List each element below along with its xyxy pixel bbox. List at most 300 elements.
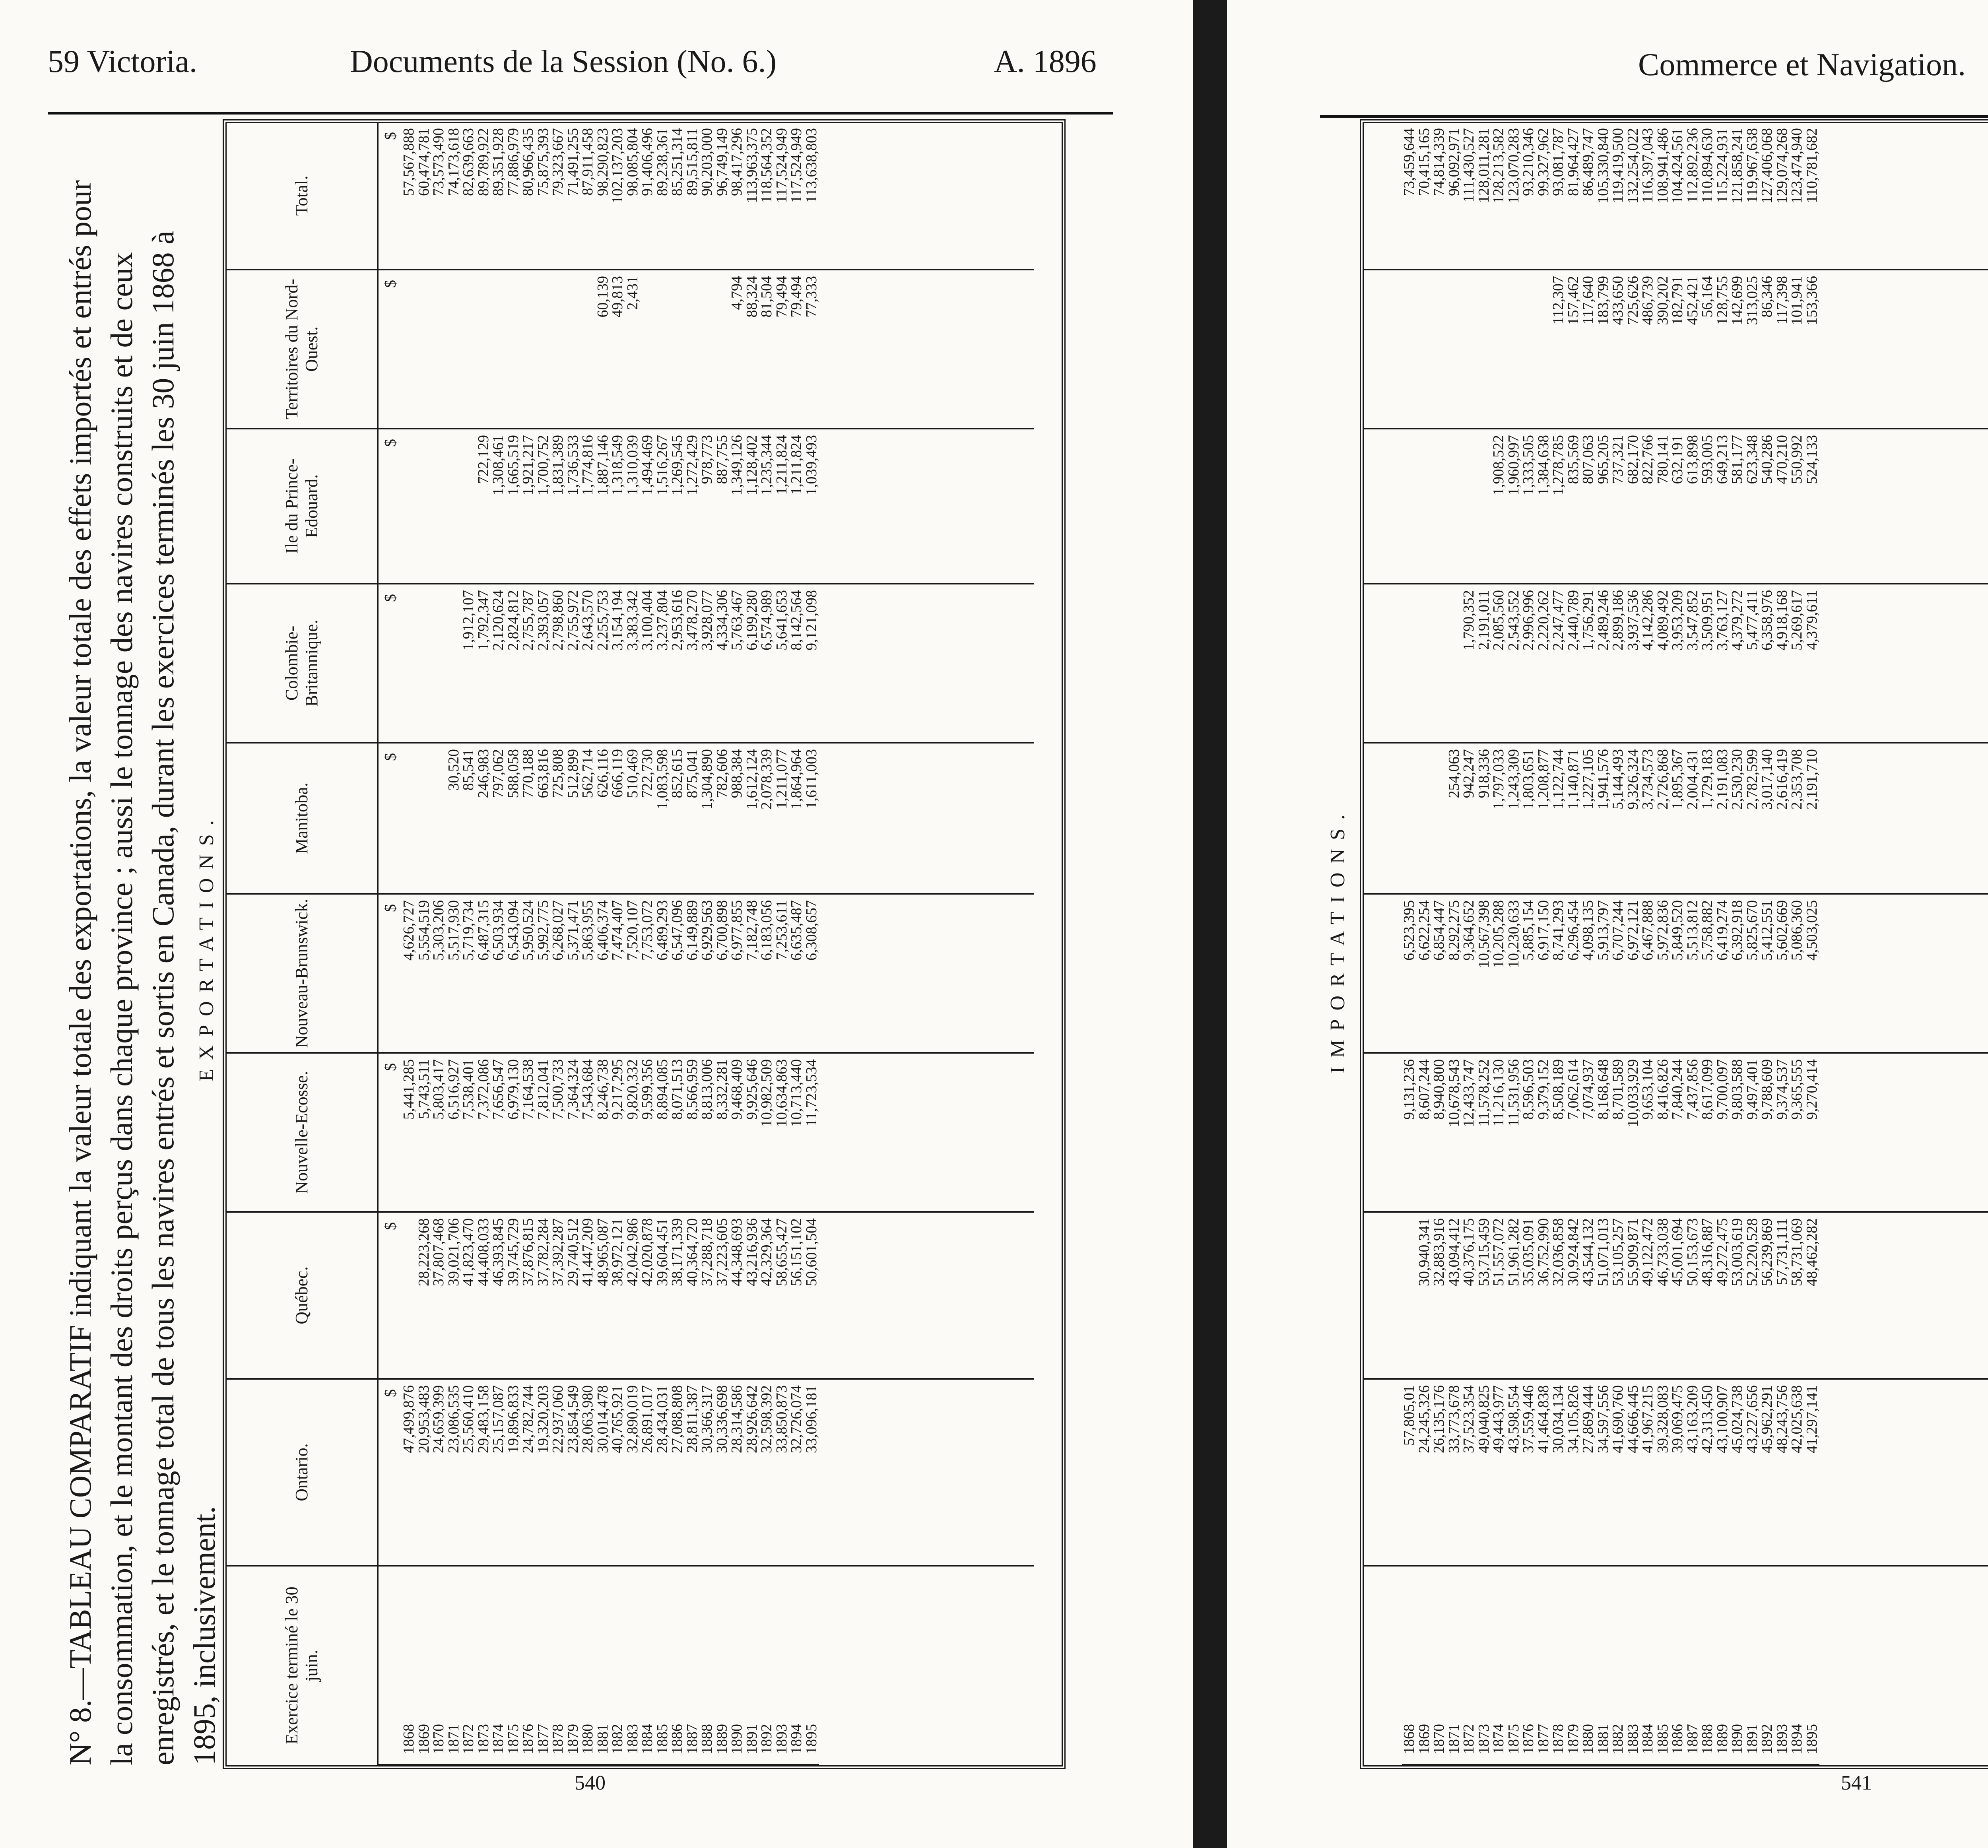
- table-row: [1432, 122, 1447, 1765]
- value-cell: 8,071,513: [670, 1053, 685, 1212]
- value-cell: 77,886,979: [506, 122, 521, 270]
- value-cell: 45,962,291: [1760, 1379, 1775, 1566]
- value-cell: [566, 270, 581, 429]
- value-cell: 88,324: [745, 270, 760, 429]
- value-cell: 1,864,964: [789, 743, 804, 894]
- value-cell: 5,641,653: [775, 584, 790, 743]
- value-cell: 89,515,811: [685, 122, 700, 270]
- value-cell: 8,332,281: [715, 1053, 730, 1212]
- value-cell: 2,755,972: [566, 584, 581, 743]
- value-cell: 5,477,411: [1745, 584, 1760, 743]
- year-cell: 1894: [789, 1566, 804, 1765]
- value-cell: 90,203,000: [700, 122, 715, 270]
- value-cell: 5,441,285: [402, 1053, 417, 1212]
- value-cell: 6,979,130: [506, 1053, 521, 1212]
- value-cell: 8,894,085: [655, 1053, 670, 1212]
- value-cell: 7,840,244: [1670, 1053, 1685, 1212]
- value-cell: 1,128,402: [745, 429, 760, 584]
- value-cell: 39,604,451: [655, 1212, 670, 1379]
- value-cell: 3,017,140: [1760, 743, 1775, 894]
- col-colombie-britannique-header: Colombie-Britannique.: [227, 584, 378, 743]
- value-cell: 81,504: [759, 270, 775, 429]
- value-cell: 25,560,410: [461, 1379, 476, 1566]
- value-cell: 85,541: [461, 743, 476, 894]
- value-cell: 5,863,955: [580, 894, 596, 1053]
- value-cell: 9,217,295: [610, 1053, 625, 1212]
- value-cell: 73,459,644: [1402, 122, 1417, 270]
- year-cell: 1890: [730, 1566, 745, 1765]
- value-cell: 46,733,038: [1656, 1212, 1671, 1379]
- value-cell: 1,908,522: [1491, 429, 1507, 584]
- value-cell: 313,025: [1745, 270, 1760, 429]
- value-cell: 1,211,824: [789, 429, 804, 584]
- value-cell: 1,384,638: [1536, 429, 1551, 584]
- year-cell: 1879: [1566, 1566, 1581, 1765]
- value-cell: 89,238,361: [655, 122, 670, 270]
- right-table-frame: [1360, 119, 1988, 1769]
- value-cell: 37,288,718: [700, 1212, 715, 1379]
- value-cell: 5,719,734: [461, 894, 476, 1053]
- value-cell: 28,926,642: [745, 1379, 760, 1566]
- value-cell: 2,191,011: [1477, 584, 1492, 743]
- value-cell: 47,499,876: [402, 1379, 417, 1566]
- value-cell: 39,021,706: [447, 1212, 462, 1379]
- currency-row: [378, 122, 402, 1765]
- value-cell: [402, 270, 417, 429]
- value-cell: 58,655,427: [775, 1212, 790, 1379]
- year-cell: 1884: [640, 1566, 655, 1765]
- value-cell: [700, 270, 715, 429]
- year-cell: 1873: [1477, 1566, 1492, 1765]
- value-cell: [1536, 270, 1551, 429]
- value-cell: [431, 270, 447, 429]
- value-cell: 27,869,444: [1581, 1379, 1596, 1566]
- value-cell: 9,326,324: [1626, 743, 1641, 894]
- value-cell: [402, 1212, 417, 1379]
- value-cell: 43,100,907: [1715, 1379, 1730, 1566]
- value-cell: 42,313,450: [1700, 1379, 1715, 1566]
- value-cell: 4,503,025: [1805, 894, 1820, 1053]
- table-row: [1656, 122, 1671, 1765]
- value-cell: 3,478,270: [685, 584, 700, 743]
- value-cell: 7,182,748: [745, 894, 760, 1053]
- value-cell: 8,292,275: [1447, 894, 1462, 1053]
- value-cell: 45,001,694: [1670, 1212, 1685, 1379]
- value-cell: 2,824,812: [506, 584, 521, 743]
- value-cell: 42,329,364: [759, 1212, 775, 1379]
- value-cell: 108,941,486: [1656, 122, 1671, 270]
- value-cell: 7,164,538: [521, 1053, 536, 1212]
- value-cell: 5,303,206: [431, 894, 447, 1053]
- value-cell: 73,573,490: [431, 122, 447, 270]
- value-cell: 8,508,189: [1551, 1053, 1566, 1212]
- value-cell: 6,489,293: [655, 894, 670, 1053]
- value-cell: 433,650: [1611, 270, 1626, 429]
- value-cell: 42,025,638: [1790, 1379, 1805, 1566]
- value-cell: 9,653,104: [1640, 1053, 1656, 1212]
- table-row: [1626, 122, 1641, 1765]
- value-cell: 1,516,267: [655, 429, 670, 584]
- value-cell: 9,121,098: [804, 584, 819, 743]
- value-cell: 550,992: [1790, 429, 1805, 584]
- value-cell: 1,700,752: [536, 429, 551, 584]
- value-cell: 51,961,282: [1507, 1212, 1522, 1379]
- table-row: [1760, 122, 1775, 1765]
- value-cell: 157,462: [1566, 270, 1581, 429]
- value-cell: 8,596,503: [1521, 1053, 1536, 1212]
- year-cell: 1870: [431, 1566, 447, 1765]
- value-cell: 44,408,033: [476, 1212, 491, 1379]
- value-cell: [1417, 429, 1432, 584]
- value-cell: [1477, 270, 1492, 429]
- table-row: [730, 122, 745, 1765]
- value-cell: 1,211,077: [775, 743, 790, 894]
- value-cell: 110,894,630: [1700, 122, 1715, 270]
- year-cell: 1892: [759, 1566, 775, 1765]
- value-cell: 123,474,940: [1790, 122, 1805, 270]
- year-cell: 1890: [1730, 1566, 1745, 1765]
- value-cell: 540,286: [1760, 429, 1775, 584]
- value-cell: 128,755: [1715, 270, 1730, 429]
- value-cell: 132,254,022: [1626, 122, 1641, 270]
- value-cell: 6,406,374: [596, 894, 611, 1053]
- value-cell: 111,430,527: [1462, 122, 1477, 270]
- value-cell: 452,421: [1685, 270, 1701, 429]
- value-cell: 24,659,399: [431, 1379, 447, 1566]
- value-cell: [1402, 270, 1417, 429]
- year-cell: 1875: [506, 1566, 521, 1765]
- value-cell: 123,070,283: [1507, 122, 1522, 270]
- currency-cell: $: [378, 584, 402, 743]
- value-cell: 49,122,472: [1640, 1212, 1656, 1379]
- value-cell: [491, 270, 506, 429]
- value-cell: 1,912,107: [461, 584, 476, 743]
- value-cell: 29,483,158: [476, 1379, 491, 1566]
- year-cell: 1892: [1760, 1566, 1775, 1765]
- value-cell: 48,462,282: [1805, 1212, 1820, 1379]
- value-cell: 6,149,889: [685, 894, 700, 1053]
- value-cell: [1402, 743, 1417, 894]
- value-cell: [417, 429, 432, 584]
- table-row: [610, 122, 625, 1765]
- value-cell: 9,468,409: [730, 1053, 745, 1212]
- value-cell: 117,398: [1775, 270, 1790, 429]
- value-cell: 8,701,589: [1611, 1053, 1626, 1212]
- value-cell: 254,063: [1447, 743, 1462, 894]
- year-cell: 1878: [551, 1566, 566, 1765]
- value-cell: 9,365,555: [1790, 1053, 1805, 1212]
- year-cell: 1871: [1447, 1566, 1462, 1765]
- value-cell: 7,500,733: [551, 1053, 566, 1212]
- value-cell: 2,393,057: [536, 584, 551, 743]
- value-cell: 28,811,387: [685, 1379, 700, 1566]
- value-cell: 8,741,293: [1551, 894, 1566, 1053]
- running-header-left: 59 Victoria.: [48, 44, 197, 79]
- value-cell: 649,213: [1715, 429, 1730, 584]
- value-cell: 7,364,324: [566, 1053, 581, 1212]
- value-cell: 42,020,878: [640, 1212, 655, 1379]
- value-cell: 105,330,840: [1596, 122, 1611, 270]
- value-cell: 1,797,033: [1491, 743, 1507, 894]
- value-cell: 50,601,504: [804, 1212, 819, 1379]
- year-cell: 1887: [685, 1566, 700, 1765]
- table-row: [1417, 122, 1432, 1765]
- table-row: [402, 122, 417, 1765]
- value-cell: [1462, 429, 1477, 584]
- table-row: [640, 122, 655, 1765]
- value-cell: [1477, 429, 1492, 584]
- value-cell: 49,813: [610, 270, 625, 429]
- value-cell: 7,538,401: [461, 1053, 476, 1212]
- table-row: [431, 122, 447, 1765]
- table-row: [1790, 122, 1805, 1765]
- table-row: [596, 122, 611, 1765]
- value-cell: 112,892,236: [1685, 122, 1701, 270]
- table-row: [1491, 122, 1507, 1765]
- table-row: [1507, 122, 1522, 1765]
- value-cell: 48,243,756: [1775, 1379, 1790, 1566]
- value-cell: 5,992,775: [536, 894, 551, 1053]
- value-cell: 2,953,616: [670, 584, 685, 743]
- value-cell: 39,328,083: [1656, 1379, 1671, 1566]
- year-cell: 1875: [1507, 1566, 1522, 1765]
- value-cell: 1,665,519: [506, 429, 521, 584]
- value-cell: 10,713,440: [789, 1053, 804, 1212]
- importations-table: [1364, 122, 1988, 1765]
- value-cell: 632,191: [1670, 429, 1685, 584]
- year-cell: 1886: [1670, 1566, 1685, 1765]
- value-cell: [1491, 270, 1507, 429]
- table-row: [715, 122, 730, 1765]
- value-cell: 42,042,986: [625, 1212, 641, 1379]
- col-quebec-header: Québec.: [227, 1212, 378, 1379]
- importations-body: [1364, 122, 1988, 1765]
- value-cell: 1,122,744: [1551, 743, 1566, 894]
- value-cell: 41,690,760: [1611, 1379, 1626, 1566]
- value-cell: 737,321: [1611, 429, 1626, 584]
- value-cell: 6,199,280: [745, 584, 760, 743]
- value-cell: [1432, 270, 1447, 429]
- table-row: [1700, 122, 1715, 1765]
- value-cell: 1,272,429: [685, 429, 700, 584]
- year-cell: 1880: [1581, 1566, 1596, 1765]
- value-cell: 153,366: [1805, 270, 1820, 429]
- table-row: [759, 122, 775, 1765]
- value-cell: 1,310,039: [625, 429, 641, 584]
- value-cell: 7,812,041: [536, 1053, 551, 1212]
- table-row: [1566, 122, 1581, 1765]
- value-cell: 2,899,186: [1611, 584, 1626, 743]
- value-cell: 6,467,888: [1640, 894, 1656, 1053]
- value-cell: 722,129: [476, 429, 491, 584]
- value-cell: 8,142,564: [789, 584, 804, 743]
- value-cell: 37,782,284: [536, 1212, 551, 1379]
- value-cell: 44,666,445: [1626, 1379, 1641, 1566]
- value-cell: 390,202: [1656, 270, 1671, 429]
- table-row: [1596, 122, 1611, 1765]
- running-header-commerce: Commerce et Navigation.: [1638, 47, 1966, 82]
- value-cell: 725,808: [551, 743, 566, 894]
- value-cell: [402, 429, 417, 584]
- value-cell: 887,755: [715, 429, 730, 584]
- value-cell: 4,089,492: [1656, 584, 1671, 743]
- value-cell: 2,247,477: [1551, 584, 1566, 743]
- value-cell: 41,297,141: [1805, 1379, 1820, 1566]
- value-cell: 9,131,236: [1402, 1053, 1417, 1212]
- value-cell: [655, 270, 670, 429]
- page-number-540: 540: [575, 1772, 606, 1794]
- value-cell: 119,419,500: [1611, 122, 1626, 270]
- value-cell: 11,578,252: [1477, 1053, 1492, 1212]
- year-cell: 1868: [402, 1566, 417, 1765]
- value-cell: 5,950,524: [521, 894, 536, 1053]
- value-cell: 613,898: [1685, 429, 1701, 584]
- year-cell: 1870: [1432, 1566, 1447, 1765]
- value-cell: 1,774,816: [580, 429, 596, 584]
- value-cell: 1,208,877: [1536, 743, 1551, 894]
- value-cell: 5,803,417: [431, 1053, 447, 1212]
- value-cell: 115,224,931: [1715, 122, 1730, 270]
- value-cell: 7,253,611: [775, 894, 790, 1053]
- value-cell: 2,120,624: [491, 584, 506, 743]
- value-cell: 6,622,254: [1417, 894, 1432, 1053]
- value-cell: 40,364,720: [685, 1212, 700, 1379]
- value-cell: 7,062,614: [1566, 1053, 1581, 1212]
- value-cell: 9,788,609: [1760, 1053, 1775, 1212]
- table-row: [670, 122, 685, 1765]
- value-cell: 1,887,146: [596, 429, 611, 584]
- value-cell: 6,700,898: [715, 894, 730, 1053]
- value-cell: 3,734,573: [1640, 743, 1656, 894]
- value-cell: 6,516,927: [447, 1053, 462, 1212]
- year-cell: 1868: [1402, 1566, 1417, 1765]
- value-cell: [402, 743, 417, 894]
- table-row: [685, 122, 700, 1765]
- currency-cell: $: [378, 1053, 402, 1212]
- value-cell: 1,895,367: [1670, 743, 1685, 894]
- value-cell: [417, 270, 432, 429]
- value-cell: 93,081,787: [1551, 122, 1566, 270]
- value-cell: [417, 584, 432, 743]
- table-row: [655, 122, 670, 1765]
- value-cell: 3,100,404: [640, 584, 655, 743]
- value-cell: 33,850,873: [775, 1379, 790, 1566]
- value-cell: 7,753,072: [640, 894, 655, 1053]
- table-row: [1715, 122, 1730, 1765]
- value-cell: 7,656,547: [491, 1053, 506, 1212]
- value-cell: 6,977,855: [730, 894, 745, 1053]
- value-cell: 80,966,435: [521, 122, 536, 270]
- value-cell: 623,348: [1745, 429, 1760, 584]
- value-cell: 1,278,785: [1551, 429, 1566, 584]
- value-cell: 117,524,949: [789, 122, 804, 270]
- value-cell: 822,766: [1640, 429, 1656, 584]
- value-cell: 1,729,183: [1700, 743, 1715, 894]
- table-row: [625, 122, 641, 1765]
- value-cell: 3,509,951: [1700, 584, 1715, 743]
- value-cell: [1417, 270, 1432, 429]
- value-cell: 128,011,281: [1477, 122, 1492, 270]
- value-cell: 1,308,461: [491, 429, 506, 584]
- value-cell: [1432, 429, 1447, 584]
- value-cell: [715, 270, 730, 429]
- currency-cell: $: [378, 122, 402, 270]
- value-cell: [1507, 270, 1522, 429]
- value-cell: 28,314,586: [730, 1379, 745, 1566]
- year-cell: 1891: [745, 1566, 760, 1765]
- table-row: [1611, 122, 1626, 1765]
- value-cell: 40,376,175: [1462, 1212, 1477, 1379]
- currency-cell: $: [378, 1212, 402, 1379]
- value-cell: 6,543,094: [506, 894, 521, 1053]
- value-cell: 6,707,244: [1611, 894, 1626, 1053]
- table-row: [461, 122, 476, 1765]
- value-cell: 28,063,980: [580, 1379, 596, 1566]
- value-cell: 8,813,006: [700, 1053, 715, 1212]
- value-cell: 29,740,512: [566, 1212, 581, 1379]
- year-cell: 1872: [1462, 1566, 1477, 1765]
- value-cell: 32,598,392: [759, 1379, 775, 1566]
- value-cell: 93,210,346: [1521, 122, 1536, 270]
- value-cell: 37,876,815: [521, 1212, 536, 1379]
- value-cell: 780,141: [1656, 429, 1671, 584]
- value-cell: 1,736,533: [566, 429, 581, 584]
- year-cell: 1881: [1596, 1566, 1611, 1765]
- value-cell: 663,816: [536, 743, 551, 894]
- value-cell: 33,773,678: [1447, 1379, 1462, 1566]
- value-cell: 666,119: [610, 743, 625, 894]
- value-cell: [1447, 584, 1462, 743]
- value-cell: 1,756,291: [1581, 584, 1596, 743]
- value-cell: 55,909,871: [1626, 1212, 1641, 1379]
- value-cell: 41,447,209: [580, 1212, 596, 1379]
- value-cell: [417, 743, 432, 894]
- value-cell: 23,086,535: [447, 1379, 462, 1566]
- value-cell: 6,358,976: [1760, 584, 1775, 743]
- value-cell: 8,168,648: [1596, 1053, 1611, 1212]
- value-cell: 74,814,339: [1432, 122, 1447, 270]
- year-cell: 1876: [1521, 1566, 1536, 1765]
- value-cell: 37,523,354: [1462, 1379, 1477, 1566]
- value-cell: 7,372,086: [476, 1053, 491, 1212]
- value-cell: 3,547,852: [1685, 584, 1701, 743]
- year-cell: 1877: [1536, 1566, 1551, 1765]
- currency-cell: $: [378, 894, 402, 1053]
- value-cell: 6,392,918: [1730, 894, 1745, 1053]
- value-cell: 4,794: [730, 270, 745, 429]
- value-cell: 3,383,342: [625, 584, 641, 743]
- value-cell: 20,953,483: [417, 1379, 432, 1566]
- value-cell: 87,911,458: [580, 122, 596, 270]
- value-cell: 43,094,412: [1447, 1212, 1462, 1379]
- year-cell: 1895: [804, 1566, 819, 1765]
- value-cell: [1432, 584, 1447, 743]
- value-cell: 1,083,598: [655, 743, 670, 894]
- value-cell: 5,144,493: [1611, 743, 1626, 894]
- value-cell: 2,643,570: [580, 584, 596, 743]
- value-cell: 22,937,060: [551, 1379, 566, 1566]
- value-cell: 128,213,582: [1491, 122, 1507, 270]
- value-cell: 5,972,836: [1656, 894, 1671, 1053]
- value-cell: 8,940,800: [1432, 1053, 1447, 1212]
- value-cell: 593,005: [1700, 429, 1715, 584]
- value-cell: 38,972,121: [610, 1212, 625, 1379]
- value-cell: 30,336,698: [715, 1379, 730, 1566]
- value-cell: [1432, 743, 1447, 894]
- value-cell: 524,133: [1805, 429, 1820, 584]
- value-cell: [476, 270, 491, 429]
- col-ile-prince-edouard-header: Ile du Prince-Edouard.: [227, 429, 378, 584]
